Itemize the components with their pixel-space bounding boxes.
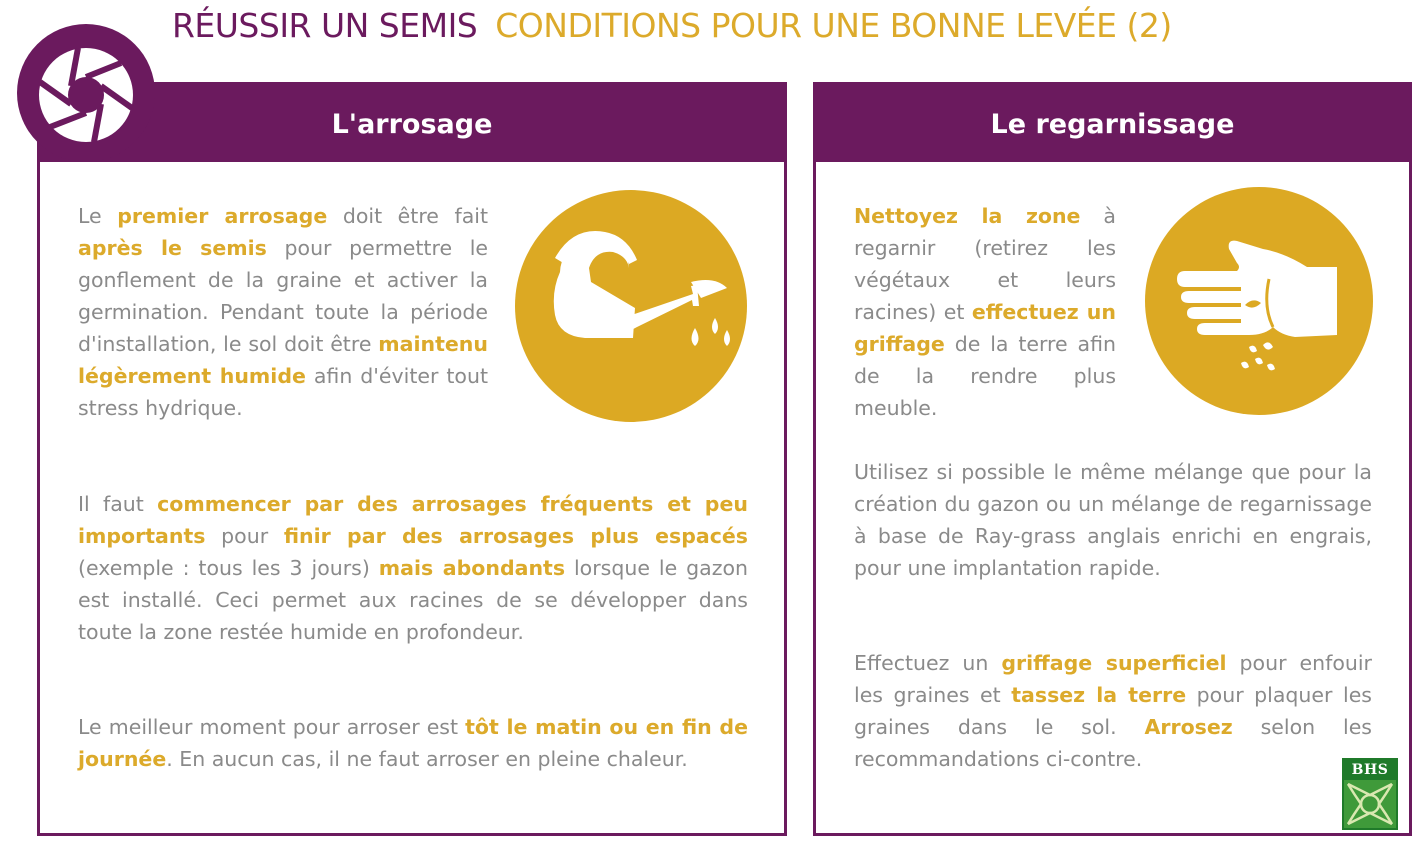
panel-heading-arrosage: L'arrosage xyxy=(40,85,784,162)
brand-logo xyxy=(1342,758,1398,830)
panel-heading-regarnissage: Le regarnissage xyxy=(816,85,1409,162)
panel-arrosage xyxy=(37,82,787,836)
arrosage-paragraph-3: Le meilleur moment pour arroser est tôt le matin ou en fin de journée. En aucun cas, il ne faut arroser en pleine chaleur. xyxy=(78,715,748,771)
regarnissage-paragraph-1: Nettoyez la zone à regarnir (retirez les végétaux et leurs racines) et effectuez un griffage de la terre afin de la rendre plus meuble. xyxy=(854,204,1116,420)
brand-label: BHS xyxy=(1351,762,1389,778)
regarnissage-paragraph-3: Effectuez un griffage superficiel pour enfouir les graines et tassez la terre pour plaquer les graines dans le sol. Arrosez selon les recommandations ci-contre. xyxy=(854,651,1372,771)
arrosage-paragraph-1: Le premier arrosage doit être fait après le semis pour permettre le gonflement de la graine et activer la germination. Pendant toute la période d'installation, le sol doit être maintenu légèrement humide afin d'éviter tout stress hydrique. xyxy=(78,204,489,420)
watering-can-icon xyxy=(515,190,747,422)
brand-pattern-icon xyxy=(1344,780,1396,828)
hand-sowing-seeds-icon xyxy=(1145,187,1373,415)
title-sub: CONDITIONS POUR UNE BONNE LEVÉE (2) xyxy=(495,6,1172,45)
arrosage-paragraph-2: Il faut commencer par des arrosages fréquents et peu importants pour finir par des arrosages plus espacés (exemple : tous les 3 jours) mais abondants lorsque le gazon est installé. Ceci permet aux racines de se développer dans toute la zone restée humide en profondeur. xyxy=(78,492,748,644)
regarnissage-paragraph-2: Utilisez si possible le même mélange que pour la création du gazon ou un mélange de regarnissage à base de Ray-grass anglais enrichi en engrais, pour une implantation rapide. xyxy=(854,460,1372,580)
page-title xyxy=(172,6,1172,45)
title-main: RÉUSSIR UN SEMIS xyxy=(172,6,478,45)
camera-aperture-icon xyxy=(17,24,155,162)
panel-regarnissage xyxy=(813,82,1412,836)
